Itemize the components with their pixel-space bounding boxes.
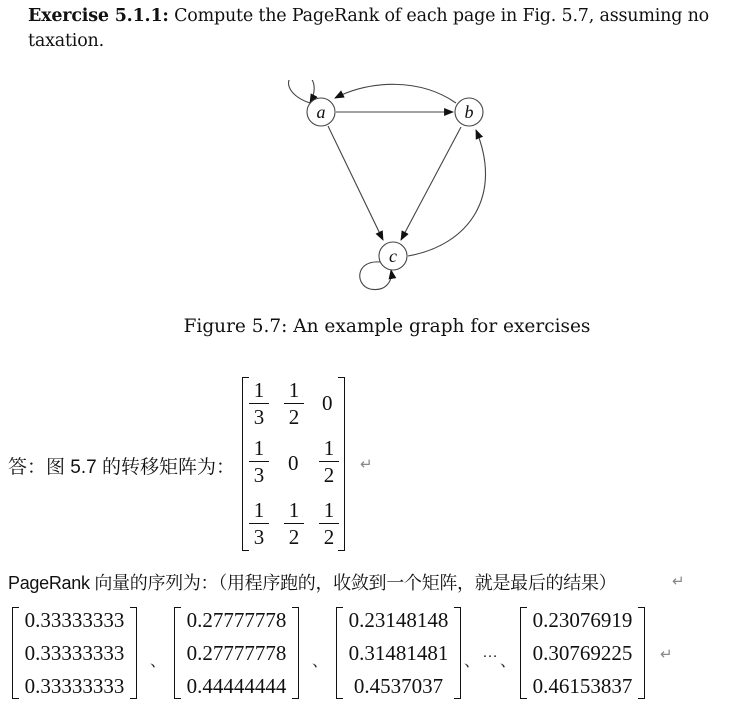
paragraph-mark: ↵ <box>360 456 373 473</box>
edge-a-c <box>328 126 383 240</box>
matrix-cell: $\frac{1}{2}$ <box>284 499 304 548</box>
edge-b-a <box>335 84 456 103</box>
matrix-cell: $\frac{1}{3}$ <box>249 499 269 548</box>
pagerank-vector-3: 0.23148148 0.31481481 0.4537037 <box>336 607 461 699</box>
separator: 、 <box>464 653 481 670</box>
edge-a-a <box>289 80 315 103</box>
separator: 、 <box>500 653 517 670</box>
pagerank-vector-final: 0.23076919 0.30769225 0.46153837 <box>520 607 645 699</box>
exercise-statement <box>28 4 756 54</box>
answer-label: 答：图 5.7 的转移矩阵为： <box>8 457 235 478</box>
paragraph-mark: ↵ <box>660 646 673 663</box>
sequence-label: PageRank 向量的序列为：（用程序跑的，收敛到一个矩阵，就是最后的结果） <box>8 573 617 593</box>
figure-caption: Figure 5.7: An example graph for exercises <box>183 316 591 337</box>
left-bracket <box>242 377 249 551</box>
pagerank-vector-2: 0.27777778 0.27777778 0.44444444 <box>174 607 299 699</box>
matrix-cell: 0 <box>322 391 333 415</box>
matrix-cell: $\frac{1}{2}$ <box>319 499 339 548</box>
matrix-cell: $\frac{1}{2}$ <box>319 437 339 486</box>
graph-figure <box>270 80 500 295</box>
edge-b-c <box>401 127 461 240</box>
node-a-label: a <box>316 102 326 122</box>
matrix-cell: $\frac{1}{3}$ <box>249 437 269 486</box>
transition-matrix <box>242 377 345 551</box>
paragraph-mark: ↵ <box>672 573 685 590</box>
matrix-cell: $\frac{1}{2}$ <box>284 379 304 428</box>
right-bracket <box>338 377 345 551</box>
node-b-label: b <box>464 102 474 122</box>
separator: 、 <box>150 653 167 670</box>
matrix-cell: 0 <box>288 451 299 475</box>
exercise-text: Compute the PageRank of each page in Fig. 5.7, assuming no taxation. <box>28 6 709 51</box>
separator: 、 <box>312 653 329 670</box>
pagerank-vector-1: 0.33333333 0.33333333 0.33333333 <box>12 607 137 699</box>
exercise-label: Exercise 5.1.1: <box>28 6 169 26</box>
node-c-label: c <box>389 246 397 266</box>
ellipsis: … <box>482 644 498 661</box>
edge-c-b <box>408 130 486 256</box>
matrix-cell: $\frac{1}{3}$ <box>249 379 269 428</box>
